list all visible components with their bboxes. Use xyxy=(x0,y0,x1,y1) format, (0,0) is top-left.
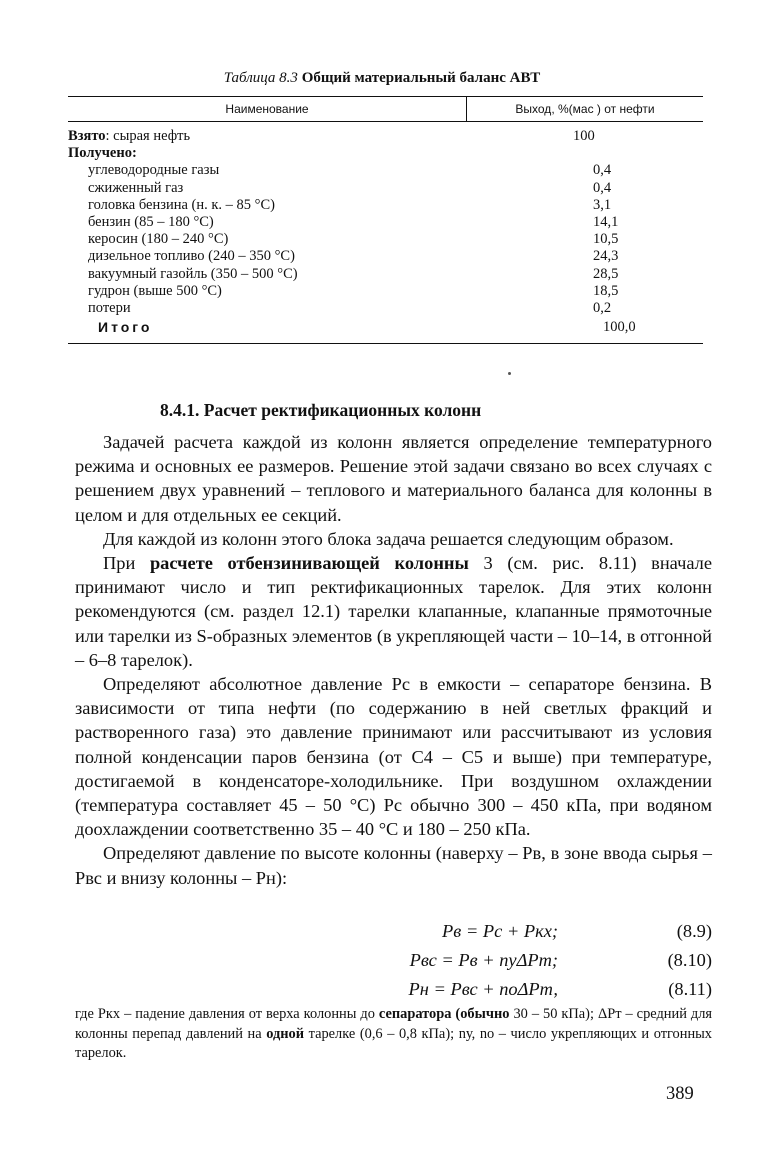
row-name: гудрон (выше 500 °С) xyxy=(88,282,222,299)
total-value: 100,0 xyxy=(603,319,636,336)
equation-expression: Pн = Pвс + nоΔPт, xyxy=(408,979,558,999)
row-value: 10,5 xyxy=(593,231,619,248)
table-row-total xyxy=(68,317,703,341)
paragraph-emphasis: расчете отбензинивающей колонны xyxy=(149,553,469,574)
row-name: дизельное топливо (240 – 350 °С) xyxy=(88,248,295,265)
row-name: бензин (85 – 180 °С) xyxy=(88,213,214,230)
section-heading: 8.4.1. Расчет ректификационных колонн xyxy=(160,400,482,420)
received-label: Получено: xyxy=(68,145,137,162)
material-balance-table xyxy=(68,96,703,344)
paragraph-rest: 3 (см. рис. 8.11) вначале принимают число и тип ректификационных тарелок. Для этих колонн рекомендуются (см. раздел 12.1) тарелки клапанные, клапанные прямоточные или тарелки из S-образных элементов (в укрепляющей части – 10–14, в отгонной – 6–8 тарелок). xyxy=(75,553,713,670)
row-name: головка бензина (н. к. – 85 °С) xyxy=(88,196,275,213)
row-value: 0,4 xyxy=(593,162,612,179)
paragraph: Задачей расчета каждой из колонн является определение температурного режима и основных ее размеров. Решение этой задачи связано во всех случаях с решением двух уравнений – теплового и материального баланса для колонны в целом и для отдельных ее секций. xyxy=(75,432,712,525)
total-label: Итого xyxy=(98,319,153,336)
equations-block xyxy=(75,917,712,1004)
row-value: 28,5 xyxy=(593,265,619,282)
print-speck xyxy=(508,372,511,375)
row-value: 18,5 xyxy=(593,282,619,299)
equation-number: (8.9) xyxy=(676,921,712,941)
row-name: углеводородные газы xyxy=(88,162,220,179)
table-row xyxy=(68,248,703,265)
equation-row xyxy=(75,975,712,1004)
table-bottom-rule xyxy=(68,343,703,344)
footnote-text xyxy=(75,1005,712,1064)
paragraph: Для каждой из колонн этого блока задача решается следующим образом. xyxy=(103,528,674,549)
row-value: 0,4 xyxy=(593,179,612,196)
page-number: 389 xyxy=(666,1084,694,1104)
row-name: потери xyxy=(88,299,131,316)
footnote xyxy=(75,1005,712,1064)
column-header-yield: Выход, %(мас ) от нефти xyxy=(515,102,655,116)
equation-expression: Pв = Pс + Pкх; xyxy=(442,921,558,941)
table-row xyxy=(68,283,703,300)
table-row xyxy=(68,197,703,214)
paragraph xyxy=(75,551,712,672)
equation-row xyxy=(75,917,712,946)
row-name: вакуумный газойль (350 – 500 °С) xyxy=(88,265,298,282)
table-row xyxy=(68,214,703,231)
taken-text: : сырая нефть xyxy=(105,128,191,144)
paragraph-lead: При xyxy=(103,553,150,574)
table-caption xyxy=(0,70,764,87)
row-value: 3,1 xyxy=(593,196,612,213)
table-row xyxy=(68,266,703,283)
table-caption-title: Общий материальный баланс АВТ xyxy=(301,70,541,86)
row-name: сжиженный газ xyxy=(88,179,184,196)
table-body xyxy=(68,122,703,341)
table-row xyxy=(68,231,703,248)
table-row xyxy=(68,162,703,179)
footnote-part: где Pкх – падение давления от верха колонны до xyxy=(75,1006,379,1022)
equation-expression: Pвс = Pв + nуΔPт; xyxy=(409,950,558,970)
footnote-emphasis: одной xyxy=(266,1025,305,1042)
body-text xyxy=(75,430,712,890)
row-value: 24,3 xyxy=(593,248,619,265)
paragraph: Определяют абсолютное давление Pс в емкости – сепараторе бензина. В зависимости от типа нефти (по содержанию в ней светлых фракций и растворенного газа) это давление принимают или рассчитывают из условия полной конденсации паров бензина (от C4 – C5 и выше) при температуре, достигаемой в конденсаторе-холодильнике. При воздушном охлаждении (температура составляет 45 – 50 °С) Pс обычно 300 – 450 кПа, при водяном доохлаждении соответственно 35 – 40 °С и 180 – 250 кПа. xyxy=(75,674,712,840)
row-name: керосин (180 – 240 °С) xyxy=(88,231,229,248)
row-value: 14,1 xyxy=(593,213,619,230)
taken-value: 100 xyxy=(573,128,595,144)
row-value: 0,2 xyxy=(593,299,612,316)
equation-number: (8.11) xyxy=(668,979,712,999)
table-row-received xyxy=(68,145,703,162)
table-header-row xyxy=(68,97,703,121)
footnote-part: тарелке (0,6 – 0,8 кПа); nу, nо – число укрепляющих и отгонных тарелок. xyxy=(75,1025,713,1061)
paragraph: Определяют давление по высоте колонны (наверху – Pв, в зоне ввода сырья – Pвс и внизу колонны – Pн): xyxy=(75,843,712,888)
table-row xyxy=(68,300,703,317)
column-header-name: Наименование xyxy=(68,97,467,121)
equation-number: (8.10) xyxy=(667,950,712,970)
table-row-taken xyxy=(68,128,703,145)
footnote-emphasis: сепаратора (обычно xyxy=(378,1006,510,1022)
taken-label: Взято xyxy=(68,128,106,144)
equation-row xyxy=(75,946,712,975)
table-row xyxy=(68,180,703,197)
table-caption-label: Таблица 8.3 xyxy=(223,70,298,86)
footnote-part: 30 – 50 кПа); ΔPт – средний для колонны перепад давлений на xyxy=(75,1006,713,1042)
